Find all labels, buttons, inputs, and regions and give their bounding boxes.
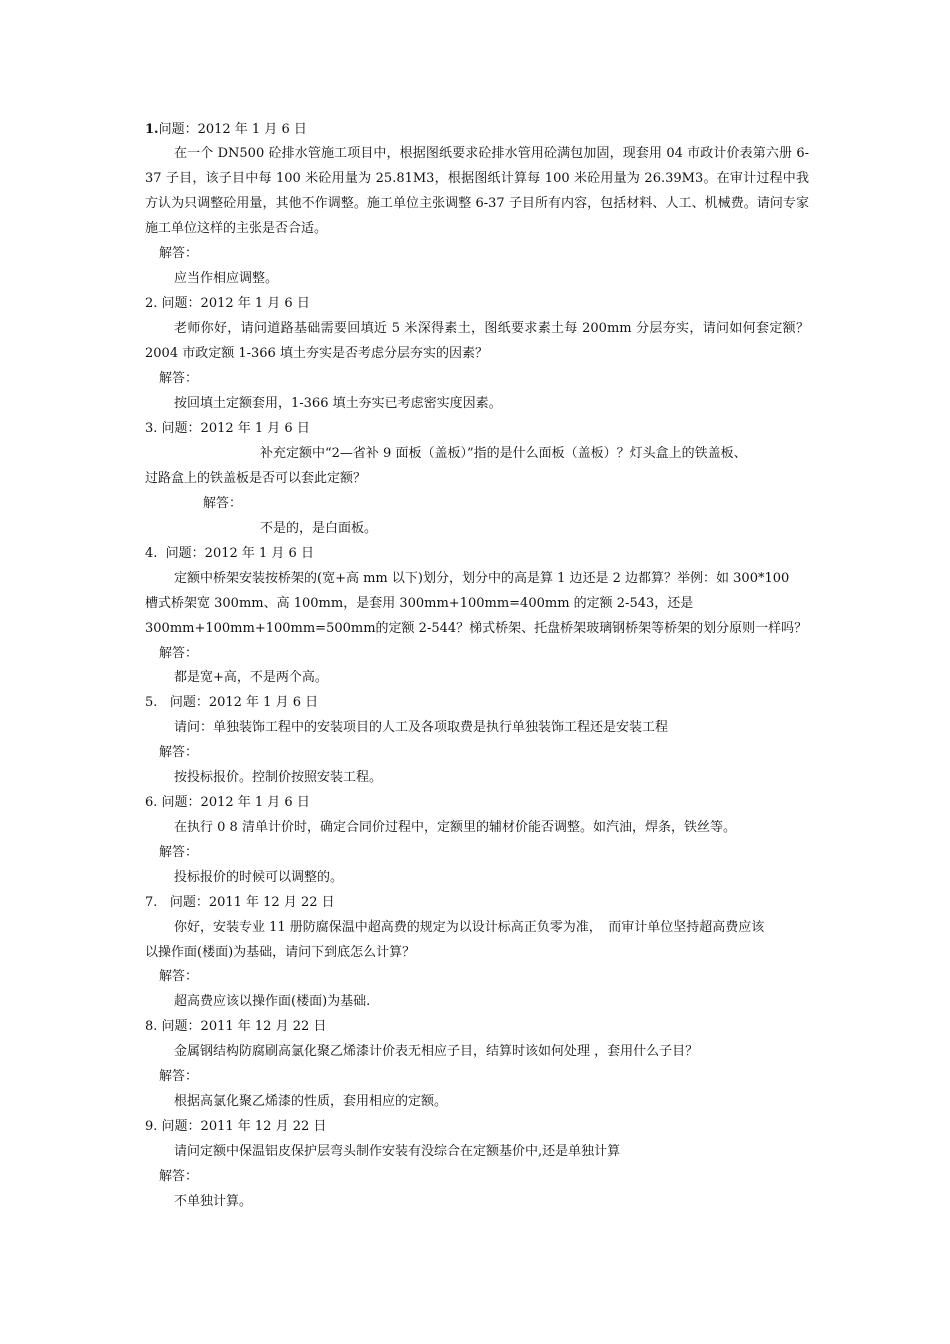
item-1-date: 问题：2012 年 1 月 6 日 (158, 122, 307, 137)
item-5-header (145, 694, 318, 712)
item-3-date: 问题：2012 年 1 月 6 日 (161, 421, 310, 436)
item-2-answer: 按回填土定额套用，1-366 填土夯实已考虑密实度因素。 (174, 396, 502, 411)
item-5-number: 5. (145, 695, 158, 710)
item-9-answer: 不单独计算。 (174, 1194, 253, 1209)
item-2-answer-label: 解答： (159, 371, 199, 386)
item-4-header (145, 545, 314, 563)
item-8-header (145, 1018, 326, 1036)
item-6-header (145, 794, 310, 812)
item-4-answer-label: 解答： (159, 646, 199, 661)
item-3-question-line-1: 补充定额中“2—省补 9 面板（盖板）”指的是什么面板（盖板）？灯头盒上的铁盖板、 (260, 446, 747, 461)
item-4-question-line-3: 300mm+100mm+100mm=500mm的定额 2-544？梯式桥架、托盘桥架玻璃钢桥架等桥架的划分原则一样吗？ (145, 621, 808, 636)
item-3-number: 3. (145, 421, 158, 436)
item-5-answer-label: 解答： (159, 745, 199, 760)
item-2-number: 2. (145, 296, 158, 311)
item-4-date: 问题：2012 年 1 月 6 日 (165, 546, 314, 561)
item-1-header (145, 121, 307, 139)
item-8-question: 金属钢结构防腐刷高氯化聚乙烯漆计价表无相应子目，结算时该如何处理 ，套用什么子目？ (174, 1044, 699, 1059)
item-1-answer-label: 解答： (159, 246, 199, 261)
item-8-answer-label: 解答： (159, 1069, 199, 1084)
item-7-answer: 超高费应该以操作面(楼面)为基础. (174, 994, 371, 1009)
item-6-date: 问题：2012 年 1 月 6 日 (161, 795, 310, 810)
item-4-question-line-1: 定额中桥架安装按桥架的(宽+高 mm 以下)划分，划分中的高是算 1 边还是 2 边都算？举例：如 300*100 (174, 571, 790, 586)
item-2-header (145, 295, 310, 313)
item-7-question-line-1: 你好，安装专业 11 册防腐保温中超高费的规定为以设计标高正负零为准， 而审计单位坚持超高费应该 (174, 920, 765, 935)
item-7-date: 问题：2011 年 12 月 22 日 (169, 895, 335, 910)
item-3-answer-label: 解答： (203, 496, 243, 511)
item-4-answer: 都是宽+高，不是两个高。 (174, 670, 328, 685)
item-5-answer: 按投标报价。控制价按照安装工程。 (174, 770, 383, 785)
item-6-number: 6. (145, 795, 158, 810)
item-5-question: 请问：单独装饰工程中的安装项目的人工及各项取费是执行单独装饰工程还是安装工程 (174, 720, 669, 735)
item-9-answer-label: 解答： (159, 1169, 199, 1184)
item-7-answer-label: 解答： (159, 969, 199, 984)
item-4-question-line-2: 槽式桥架宽 300mm、高 100mm，是套用 300mm+100mm=400mm 的定额 2-543，还是 (145, 596, 694, 611)
item-7-header (145, 894, 335, 912)
item-8-answer: 根据高氯化聚乙烯漆的性质，套用相应的定额。 (174, 1094, 448, 1109)
item-3-answer: 不是的，是白面板。 (260, 521, 378, 536)
item-9-question: 请问定额中保温铝皮保护层弯头制作安装有没综合在定额基价中,还是单独计算 (174, 1144, 621, 1159)
item-8-number: 8. (145, 1019, 158, 1034)
item-6-answer: 投标报价的时候可以调整的。 (174, 870, 344, 885)
item-9-header (145, 1118, 326, 1136)
item-2-date: 问题：2012 年 1 月 6 日 (161, 296, 310, 311)
item-5-date: 问题：2012 年 1 月 6 日 (169, 695, 319, 710)
item-8-date: 问题：2011 年 12 月 22 日 (161, 1019, 327, 1034)
item-6-answer-label: 解答： (159, 845, 199, 860)
item-3-header (145, 420, 310, 438)
item-6-question: 在执行 0 8 清单计价时，确定合同价过程中，定额里的辅材价能否调整。如汽油，焊条，铁丝等。 (174, 820, 736, 835)
item-3-question-line-2: 过路盒上的铁盖板是否可以套此定额？ (145, 471, 367, 486)
item-1-question: 在一个 DN500 砼排水管施工项目中，根据图纸要求砼排水管用砼满包加固，现套用 04 市政计价表第六册 6-37 子目，该子目中每 100 米砼用量为 25.81M3，根据图纸计算每 100 米砼用量为 26.39M3。在审计过程中我方认为只调整砼用量，其他不作调整。施工单位主张调整 6-37 子目所有内容，包括材料、人工、机械费。请问专家施工单位这样的主张是否合适。 (145, 146, 809, 236)
item-1-number: 1. (145, 122, 159, 137)
item-7-question-line-2: 以操作面(楼面)为基础，请问下到底怎么计算？ (145, 945, 416, 960)
item-4-number: 4. (145, 546, 158, 561)
item-7-number: 7. (145, 895, 158, 910)
item-9-number: 9. (145, 1119, 158, 1134)
item-2-question: 老师你好，请问道路基础需要回填近 5 米深得素土，图纸要求素土每 200mm 分层夯实，请问如何套定额？2004 市政定额 1-366 填土夯实是否考虑分层夯实的因素？ (145, 321, 809, 361)
item-9-date: 问题：2011 年 12 月 22 日 (161, 1119, 327, 1134)
item-1-answer: 应当作相应调整。 (174, 271, 279, 286)
